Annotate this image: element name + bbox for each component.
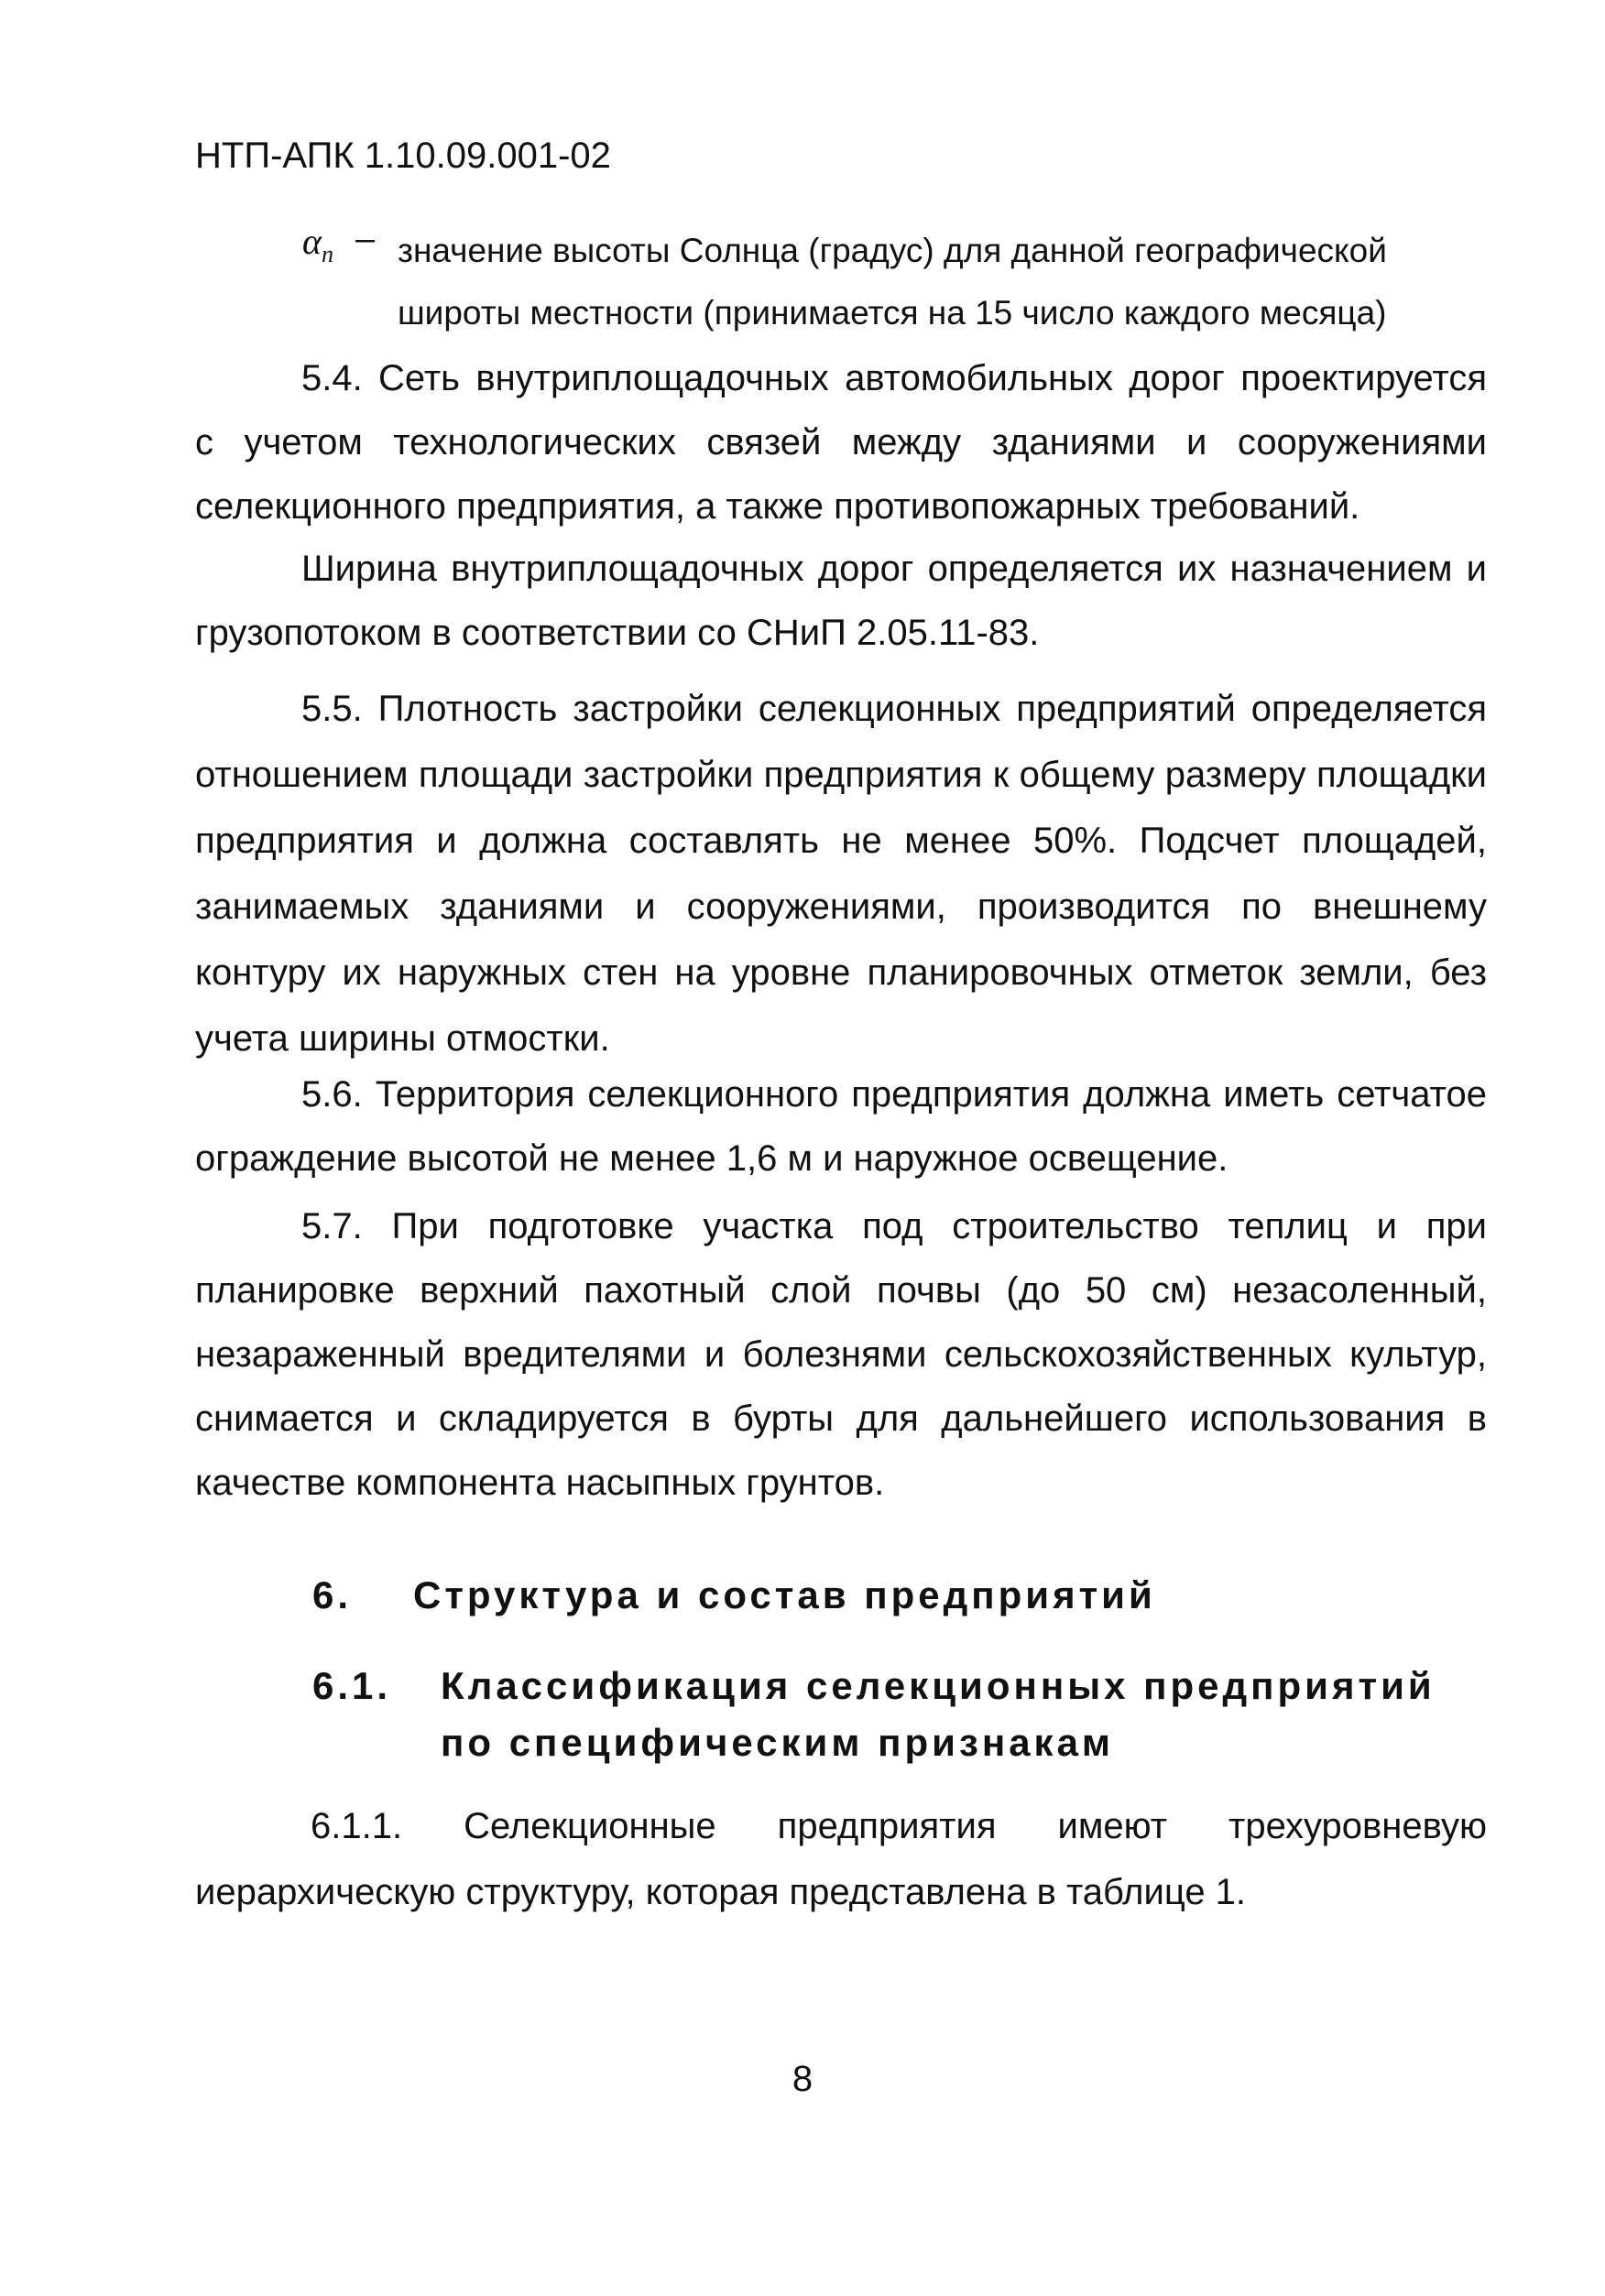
section-6-1-title-line2: по специфическим признакам — [441, 1721, 1115, 1764]
section-6-number: 6. — [312, 1573, 353, 1616]
section-6-1-number: 6.1. — [312, 1664, 392, 1707]
definition-dash: – — [355, 220, 376, 258]
section-6-1-heading — [312, 1658, 1436, 1771]
paragraph-5-5: 5.5. Плотность застройки селекционных предприятий определяется отношением площади застройки предприятия к общему размеру площадки предприятия и должна составлять не менее 50%. Подсчет площадей, занимаемых зданиями и сооружениями, производится по внешнему контуру их наружных стен на уровне планировочных отметок земли, без учета ширины отмостки. — [195, 689, 1487, 1059]
section-6-title: Структура и состав предприятий — [413, 1573, 1156, 1616]
paragraph-5-4: 5.4. Сеть внутриплощадочных автомобильных дорог проектируется с учетом технологических связей между зданиями и сооружениями селекционного предприятия, а также противопожарных требований. — [195, 358, 1487, 527]
paragraph-6-1-1: 6.1.1. Селекционные предприятия имеют трехуровневую иерархическую структуру, которая представлена в таблице 1. — [195, 1806, 1487, 1912]
section-6-1-title-line1: Классификация селекционных предприятий — [441, 1664, 1436, 1707]
paragraph-5-6: 5.6. Территория селекционного предприятия должна иметь сетчатое ограждение высотой не менее 1,6 м и наружное освещение. — [195, 1074, 1487, 1179]
page-number: 8 — [792, 2059, 813, 2099]
paragraph-5-4-road-width: Ширина внутриплощадочных дорог определяется их назначением и грузопотоком в соответствии со СНиП 2.05.11-83. — [195, 549, 1487, 653]
definition-text: значение высоты Солнца (градус) для данной географической широты местности (принимается на 15 число каждого месяца) — [398, 232, 1387, 332]
document-code-header: НТП-АПК 1.10.09.001-02 — [195, 136, 611, 176]
section-6-heading — [312, 1573, 1156, 1617]
alpha-n-symbol: $\alpha_n$ — [302, 221, 333, 267]
paragraph-5-7: 5.7. При подготовке участка под строительство теплиц и при планировке верхний пахотный слой почвы (до 50 см) незасоленный, незараженный вредителями и болезнями сельскохозяйственных культур, снимается и складируется в бурты для дальнейшего использования в качестве компонента насыпных грунтов. — [195, 1206, 1487, 1503]
